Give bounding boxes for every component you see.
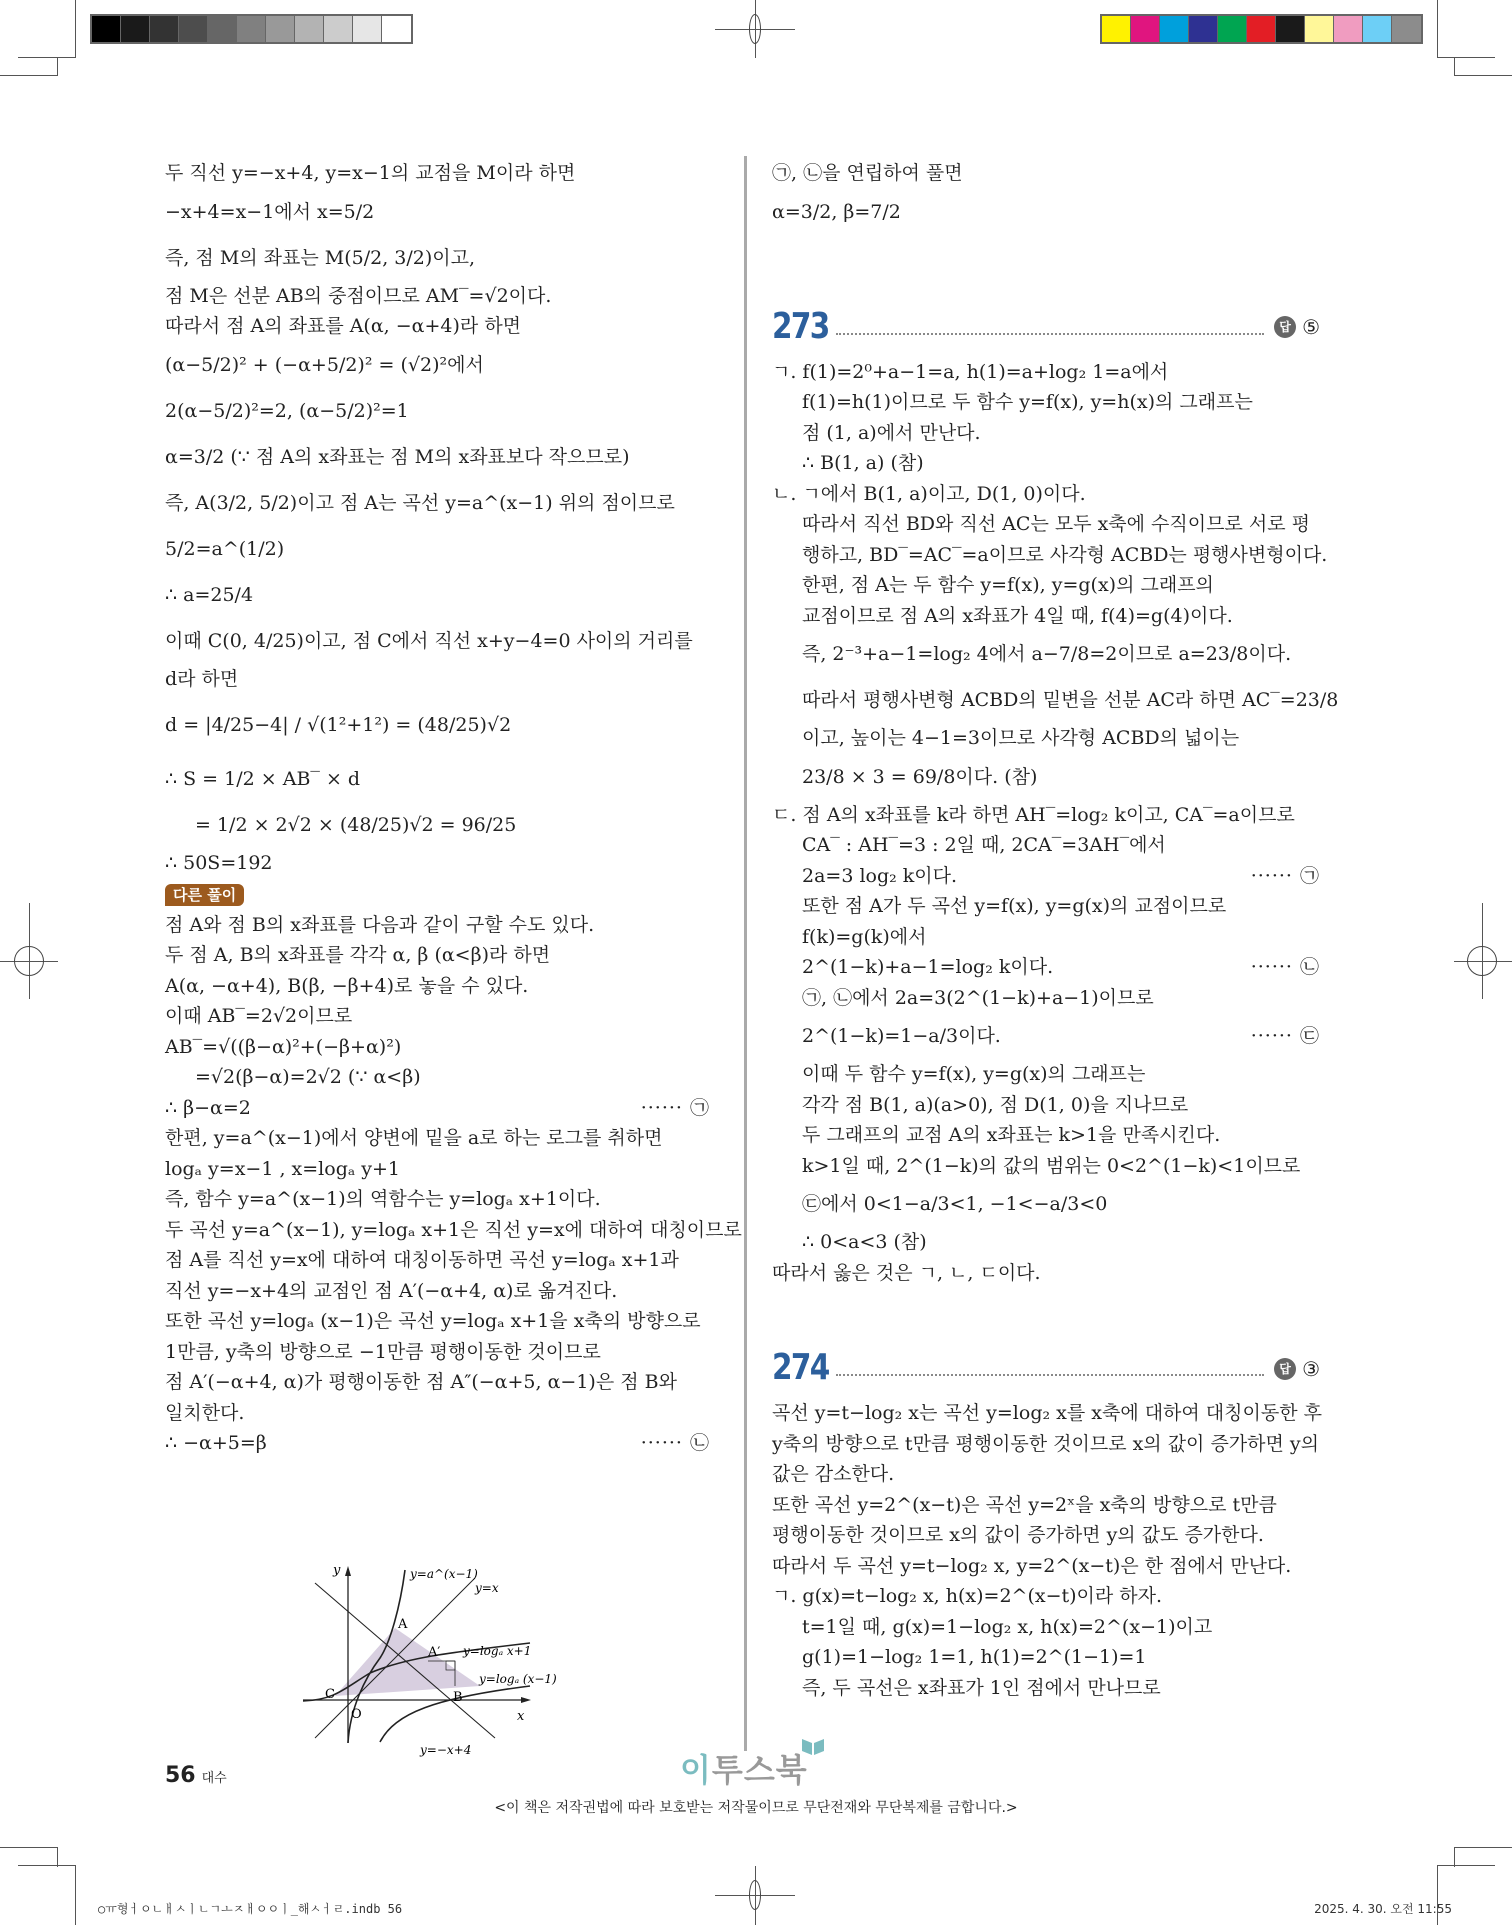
logo-part-2: 투스북 — [711, 1751, 808, 1789]
text-line: y축의 방향으로 t만큼 평행이동한 것이므로 x의 값이 증가하면 y의 — [772, 1432, 1319, 1455]
answer-icon: 답 — [1274, 1358, 1296, 1380]
equation: 2^(1−k)=1−a/3이다. — [802, 1025, 1001, 1047]
text-line: (α−5/2)² + (−α+5/2)² = (√2)²에서 — [165, 353, 484, 376]
point-a-label: A — [398, 1617, 408, 1632]
curve-log2-label: y=logₐ (x−1) — [479, 1672, 557, 1686]
dotted-leader — [836, 333, 1264, 335]
text-line: k>1일 때, 2^(1−k)의 값의 범위는 0<2^(1−k)<1이므로 — [802, 1154, 1301, 1177]
text-line: A(α, −α+4), B(β, −β+4)로 놓을 수 있다. — [165, 974, 529, 997]
column-divider — [744, 156, 747, 1751]
text-line: 이때 AB‾=2√2이므로 — [165, 1005, 353, 1027]
text-line: ㄷ. 점 A의 x좌표를 k라 하면 AH‾=log₂ k이고, CA‾=a이므로 — [772, 803, 1295, 826]
equation-tag: ······ ㉠ — [640, 1096, 710, 1119]
text-line: 즉, 두 곡선은 x좌표가 1인 점에서 만나므로 — [802, 1676, 1161, 1699]
answer-icon: 답 — [1274, 316, 1296, 338]
text-line: 이고, 높이는 4−1=3이므로 사각형 ACBD의 넓이는 — [802, 727, 1240, 749]
registration-mark — [749, 1880, 761, 1910]
text-line: 행하고, BD‾=AC‾=a이므로 사각형 ACBD는 평행사변형이다. — [802, 543, 1328, 566]
text-line: 한편, y=a^(x−1)에서 양변에 밑을 a로 하는 로그를 취하면 — [165, 1127, 663, 1149]
crop-mark — [57, 58, 58, 76]
text-line: 즉, 2⁻³+a−1=log₂ 4에서 a−7/8=2이므로 a=23/8이다. — [802, 643, 1292, 665]
crop-mark — [1454, 75, 1512, 76]
alt-solution-label: 다른 풀이 — [165, 884, 244, 906]
page-number: 56 — [165, 1763, 196, 1788]
grayscale-bar — [90, 14, 413, 44]
crop-mark — [1454, 1847, 1512, 1848]
text-line: 점 A′(−α+4, α)가 평행이동한 점 A″(−α+5, α−1)은 점 B와 — [165, 1371, 677, 1393]
point-c-label: C — [325, 1687, 335, 1702]
text-line: 직선 y=−x+4의 교점인 점 A′(−α+4, α)로 옮겨진다. — [165, 1279, 618, 1302]
text-line: 점 A와 점 B의 x좌표를 다음과 같이 구할 수도 있다. — [165, 913, 595, 936]
text-line — [772, 1013, 1320, 1059]
subject-label: 대수 — [201, 1771, 227, 1786]
text-line: = 1/2 × 2√2 × (48/25)√2 = 96/25 — [195, 814, 517, 836]
book-icon — [802, 1737, 824, 1755]
swatch — [1334, 16, 1363, 42]
text-line: 즉, A(3/2, 5/2)이고 점 A는 곡선 y=a^(x−1) 위의 점이므로 — [165, 491, 675, 514]
text-line: ㄱ. g(x)=t−log₂ x, h(x)=2^(x−t)이라 하자. — [772, 1585, 1163, 1607]
point-a-prime-label: A′ — [428, 1645, 441, 1660]
swatch — [92, 16, 121, 42]
text-line: ㉠, ㉡에서 2a=3(2^(1−k)+a−1)이므로 — [802, 986, 1154, 1009]
equation-tag: ······ ㉢ — [1250, 1025, 1320, 1047]
text-line: 점 A를 직선 y=x에 대하여 대칭이동하면 곡선 y=logₐ x+1과 — [165, 1249, 679, 1271]
swatch — [237, 16, 266, 42]
text-line: 즉, 점 M의 좌표는 M(5/2, 3/2)이고, — [165, 246, 476, 269]
line-yx-label: y=x — [475, 1581, 499, 1595]
swatch — [1189, 16, 1218, 42]
problem-header-274 — [772, 1338, 1320, 1388]
origin-label: O — [351, 1707, 362, 1722]
swatch — [1131, 16, 1160, 42]
problem-number: 273 — [772, 305, 829, 347]
text-line: d = |4/25−4| / √(1²+1²) = (48/25)√2 — [165, 714, 512, 736]
text-line: ∴ a=25/4 — [165, 583, 254, 606]
text-line: f(1)=h(1)이므로 두 함수 y=f(x), y=h(x)의 그래프는 — [802, 391, 1253, 413]
text-line: α=3/2 (∵ 점 A의 x좌표는 점 M의 x좌표보다 작으므로) — [165, 445, 630, 468]
swatch — [121, 16, 150, 42]
swatch — [1247, 16, 1276, 42]
text-line — [165, 1428, 710, 1459]
crop-mark — [1437, 1865, 1495, 1866]
crop-mark — [75, 0, 76, 58]
text-line: 점 (1, a)에서 만난다. — [802, 421, 981, 444]
swatch — [150, 16, 179, 42]
text-line: 평행이동한 것이므로 x의 값이 증가하면 y의 값도 증가한다. — [772, 1524, 1264, 1546]
text-line: −x+4=x−1에서 x=5/2 — [165, 200, 375, 223]
text-line: ㄴ. ㄱ에서 B(1, a)이고, D(1, 0)이다. — [772, 482, 1086, 505]
color-bar — [1100, 14, 1423, 44]
swatch — [1218, 16, 1247, 42]
file-slug: ○ㅠ형ㅓㅇㄴㅐㅅㅣㄴㄱㅗㅈㅐㅇㅇㅣ_해ㅅㅓㄹ.indb 56 — [98, 1902, 403, 1916]
right-column — [772, 158, 1339, 1703]
text-line: 따라서 평행사변형 ACBD의 밑변을 선분 AC라 하면 AC‾=23/8 — [802, 689, 1339, 711]
answer-value: ⑤ — [1302, 315, 1320, 339]
text-line: ∴ 0<a<3 (참) — [802, 1231, 927, 1253]
text-line: 각각 점 B(1, a)(a>0), 점 D(1, 0)을 지나므로 — [802, 1093, 1189, 1116]
point-b-label: B — [453, 1690, 463, 1705]
swatch — [1276, 16, 1305, 42]
equation: 2^(1−k)+a−1=log₂ k이다. — [802, 956, 1054, 978]
curve-log1-label: y=logₐ x+1 — [463, 1644, 532, 1658]
crop-mark — [1437, 57, 1495, 58]
swatch — [208, 16, 237, 42]
text-line: 5/2=a^(1/2) — [165, 537, 285, 560]
swatch — [1305, 16, 1334, 42]
text-line: 또한 곡선 y=2^(x−t)은 곡선 y=2ˣ을 x축의 방향으로 t만큼 — [772, 1493, 1277, 1516]
left-column — [165, 158, 742, 1459]
text-line: 즉, 함수 y=a^(x−1)의 역함수는 y=logₐ x+1이다. — [165, 1188, 601, 1210]
swatch — [324, 16, 353, 42]
swatch — [295, 16, 324, 42]
copyright-notice: <이 책은 저작권법에 따라 보호받는 저작물이므로 무단전재와 무단복제를 금합니다.> — [494, 1800, 1018, 1816]
swatch — [1102, 16, 1131, 42]
text-line: AB‾=√((β−α)²+(−β+α)²) — [165, 1035, 402, 1058]
x-axis-label: x — [517, 1709, 525, 1724]
equation: ∴ β−α=2 — [165, 1096, 251, 1119]
equation-tag: ······ ㉡ — [1250, 956, 1320, 978]
dotted-leader — [836, 1374, 1264, 1376]
text-line — [772, 861, 1320, 892]
crop-mark — [18, 57, 76, 58]
alt-solution-badge — [165, 879, 710, 910]
text-line: logₐ y=x−1 , x=logₐ y+1 — [165, 1157, 400, 1180]
crop-mark — [57, 1847, 58, 1867]
text-line: ㉢에서 0<1−a/3<1, −1<−a/3<0 — [802, 1193, 1108, 1215]
text-line: ㄱ. f(1)=2⁰+a−1=a, h(1)=a+log₂ 1=a에서 — [772, 360, 1169, 383]
text-line: 두 점 A, B의 x좌표를 각각 α, β (α<β)라 하면 — [165, 944, 551, 966]
text-line: ㉠, ㉡을 연립하여 풀면 — [772, 162, 963, 184]
page-footer — [165, 1763, 227, 1788]
text-line: f(k)=g(k)에서 — [802, 925, 927, 948]
text-line: α=3/2, β=7/2 — [772, 200, 901, 223]
swatch — [1160, 16, 1189, 42]
crop-mark — [1437, 0, 1438, 58]
crop-mark — [1454, 58, 1455, 76]
text-line: ∴ S = 1/2 × AB‾ × d — [165, 768, 361, 790]
equation-tag: ······ ㉠ — [1250, 864, 1320, 887]
answer-value: ③ — [1302, 1356, 1320, 1381]
text-line: 2(α−5/2)²=2, (α−5/2)²=1 — [165, 399, 409, 422]
text-line: 교점이므로 점 A의 x좌표가 4일 때, f(4)=g(4)이다. — [802, 604, 1233, 627]
crop-mark — [0, 1847, 58, 1848]
text-line: 점 M은 선분 AB의 중점이므로 AM‾=√2이다. — [165, 284, 552, 307]
text-line: 23/8 × 3 = 69/8이다. (참) — [802, 765, 1038, 788]
answer-badge — [1274, 1354, 1320, 1385]
text-line: 곡선 y=t−log₂ x는 곡선 y=log₂ x를 x축에 대하여 대칭이동한 후 — [772, 1402, 1322, 1424]
text-line: d라 하면 — [165, 667, 239, 690]
crop-mark — [75, 1865, 76, 1925]
crop-mark — [0, 75, 58, 76]
registration-mark — [1467, 946, 1497, 976]
logo-part-1: 이 — [680, 1751, 712, 1789]
text-line: 따라서 직선 BD와 직선 AC는 모두 x축에 수직이므로 서로 평 — [802, 513, 1310, 535]
text-line: 한편, 점 A는 두 함수 y=f(x), y=g(x)의 그래프의 — [802, 574, 1214, 596]
text-line: =√2(β−α)=2√2 (∵ α<β) — [195, 1066, 421, 1088]
text-line: g(1)=1−log₂ 1=1, h(1)=2^(1−1)=1 — [802, 1646, 1147, 1668]
swatch — [382, 16, 411, 42]
problem-header-273 — [772, 297, 1320, 347]
date-slug: 2025. 4. 30. 오전 11:55 — [1314, 1902, 1452, 1916]
text-line: 또한 점 A가 두 곡선 y=f(x), y=g(x)의 교점이므로 — [802, 895, 1227, 917]
text-line — [165, 1093, 710, 1124]
line-neg-label: y=−x+4 — [420, 1743, 472, 1757]
answer-badge — [1274, 312, 1320, 343]
text-line: ∴ 50S=192 — [165, 852, 273, 874]
text-line: ∴ B(1, a) (참) — [802, 452, 924, 474]
text-line: 이때 두 함수 y=f(x), y=g(x)의 그래프는 — [802, 1063, 1146, 1085]
swatch — [353, 16, 382, 42]
equation: 2a=3 log₂ k이다. — [802, 864, 958, 887]
publisher-logo — [680, 1745, 808, 1791]
crop-mark — [18, 1865, 76, 1866]
equation: ∴ −α+5=β — [165, 1432, 267, 1454]
text-line: 일치한다. — [165, 1401, 245, 1424]
crop-mark — [1454, 1847, 1455, 1867]
text-line: 따라서 두 곡선 y=t−log₂ x, y=2^(x−t)은 한 점에서 만난다. — [772, 1554, 1292, 1577]
problem-number: 274 — [772, 1347, 829, 1388]
curve-exp-label: y=a^(x−1) — [410, 1567, 478, 1581]
text-line: 또한 곡선 y=logₐ (x−1)은 곡선 y=logₐ x+1을 x축의 방향으로 — [165, 1310, 701, 1332]
text-line: t=1일 때, g(x)=1−log₂ x, h(x)=2^(x−1)이고 — [802, 1615, 1213, 1638]
text-line: 두 곡선 y=a^(x−1), y=logₐ x+1은 직선 y=x에 대하여 대칭이므로 — [165, 1218, 742, 1241]
text-line: 이때 C(0, 4/25)이고, 점 C에서 직선 x+y−4=0 사이의 거리를 — [165, 629, 693, 652]
text-line: 값은 감소한다. — [772, 1463, 895, 1485]
text-line: 두 그래프의 교점 A의 x좌표는 k>1을 만족시킨다. — [802, 1124, 1221, 1146]
text-line — [772, 952, 1320, 983]
swatch — [179, 16, 208, 42]
text-line: 두 직선 y=−x+4, y=x−1의 교점을 M이라 하면 — [165, 162, 576, 184]
text-line: 따라서 옳은 것은 ㄱ, ㄴ, ㄷ이다. — [772, 1261, 1041, 1284]
text-line: 1만큼, y축의 방향으로 −1만큼 평행이동한 것이므로 — [165, 1340, 601, 1363]
equation-tag: ······ ㉡ — [640, 1432, 710, 1454]
function-graph — [295, 1558, 615, 1758]
y-axis-label: y — [333, 1563, 341, 1578]
registration-mark — [749, 14, 761, 44]
swatch — [1363, 16, 1392, 42]
text-line: CA‾ : AH‾=3 : 2일 때, 2CA‾=3AH‾에서 — [802, 834, 1166, 856]
registration-mark — [14, 946, 44, 976]
swatch — [266, 16, 295, 42]
text-line: 따라서 점 A의 좌표를 A(α, −α+4)라 하면 — [165, 315, 522, 337]
swatch — [1392, 16, 1421, 42]
